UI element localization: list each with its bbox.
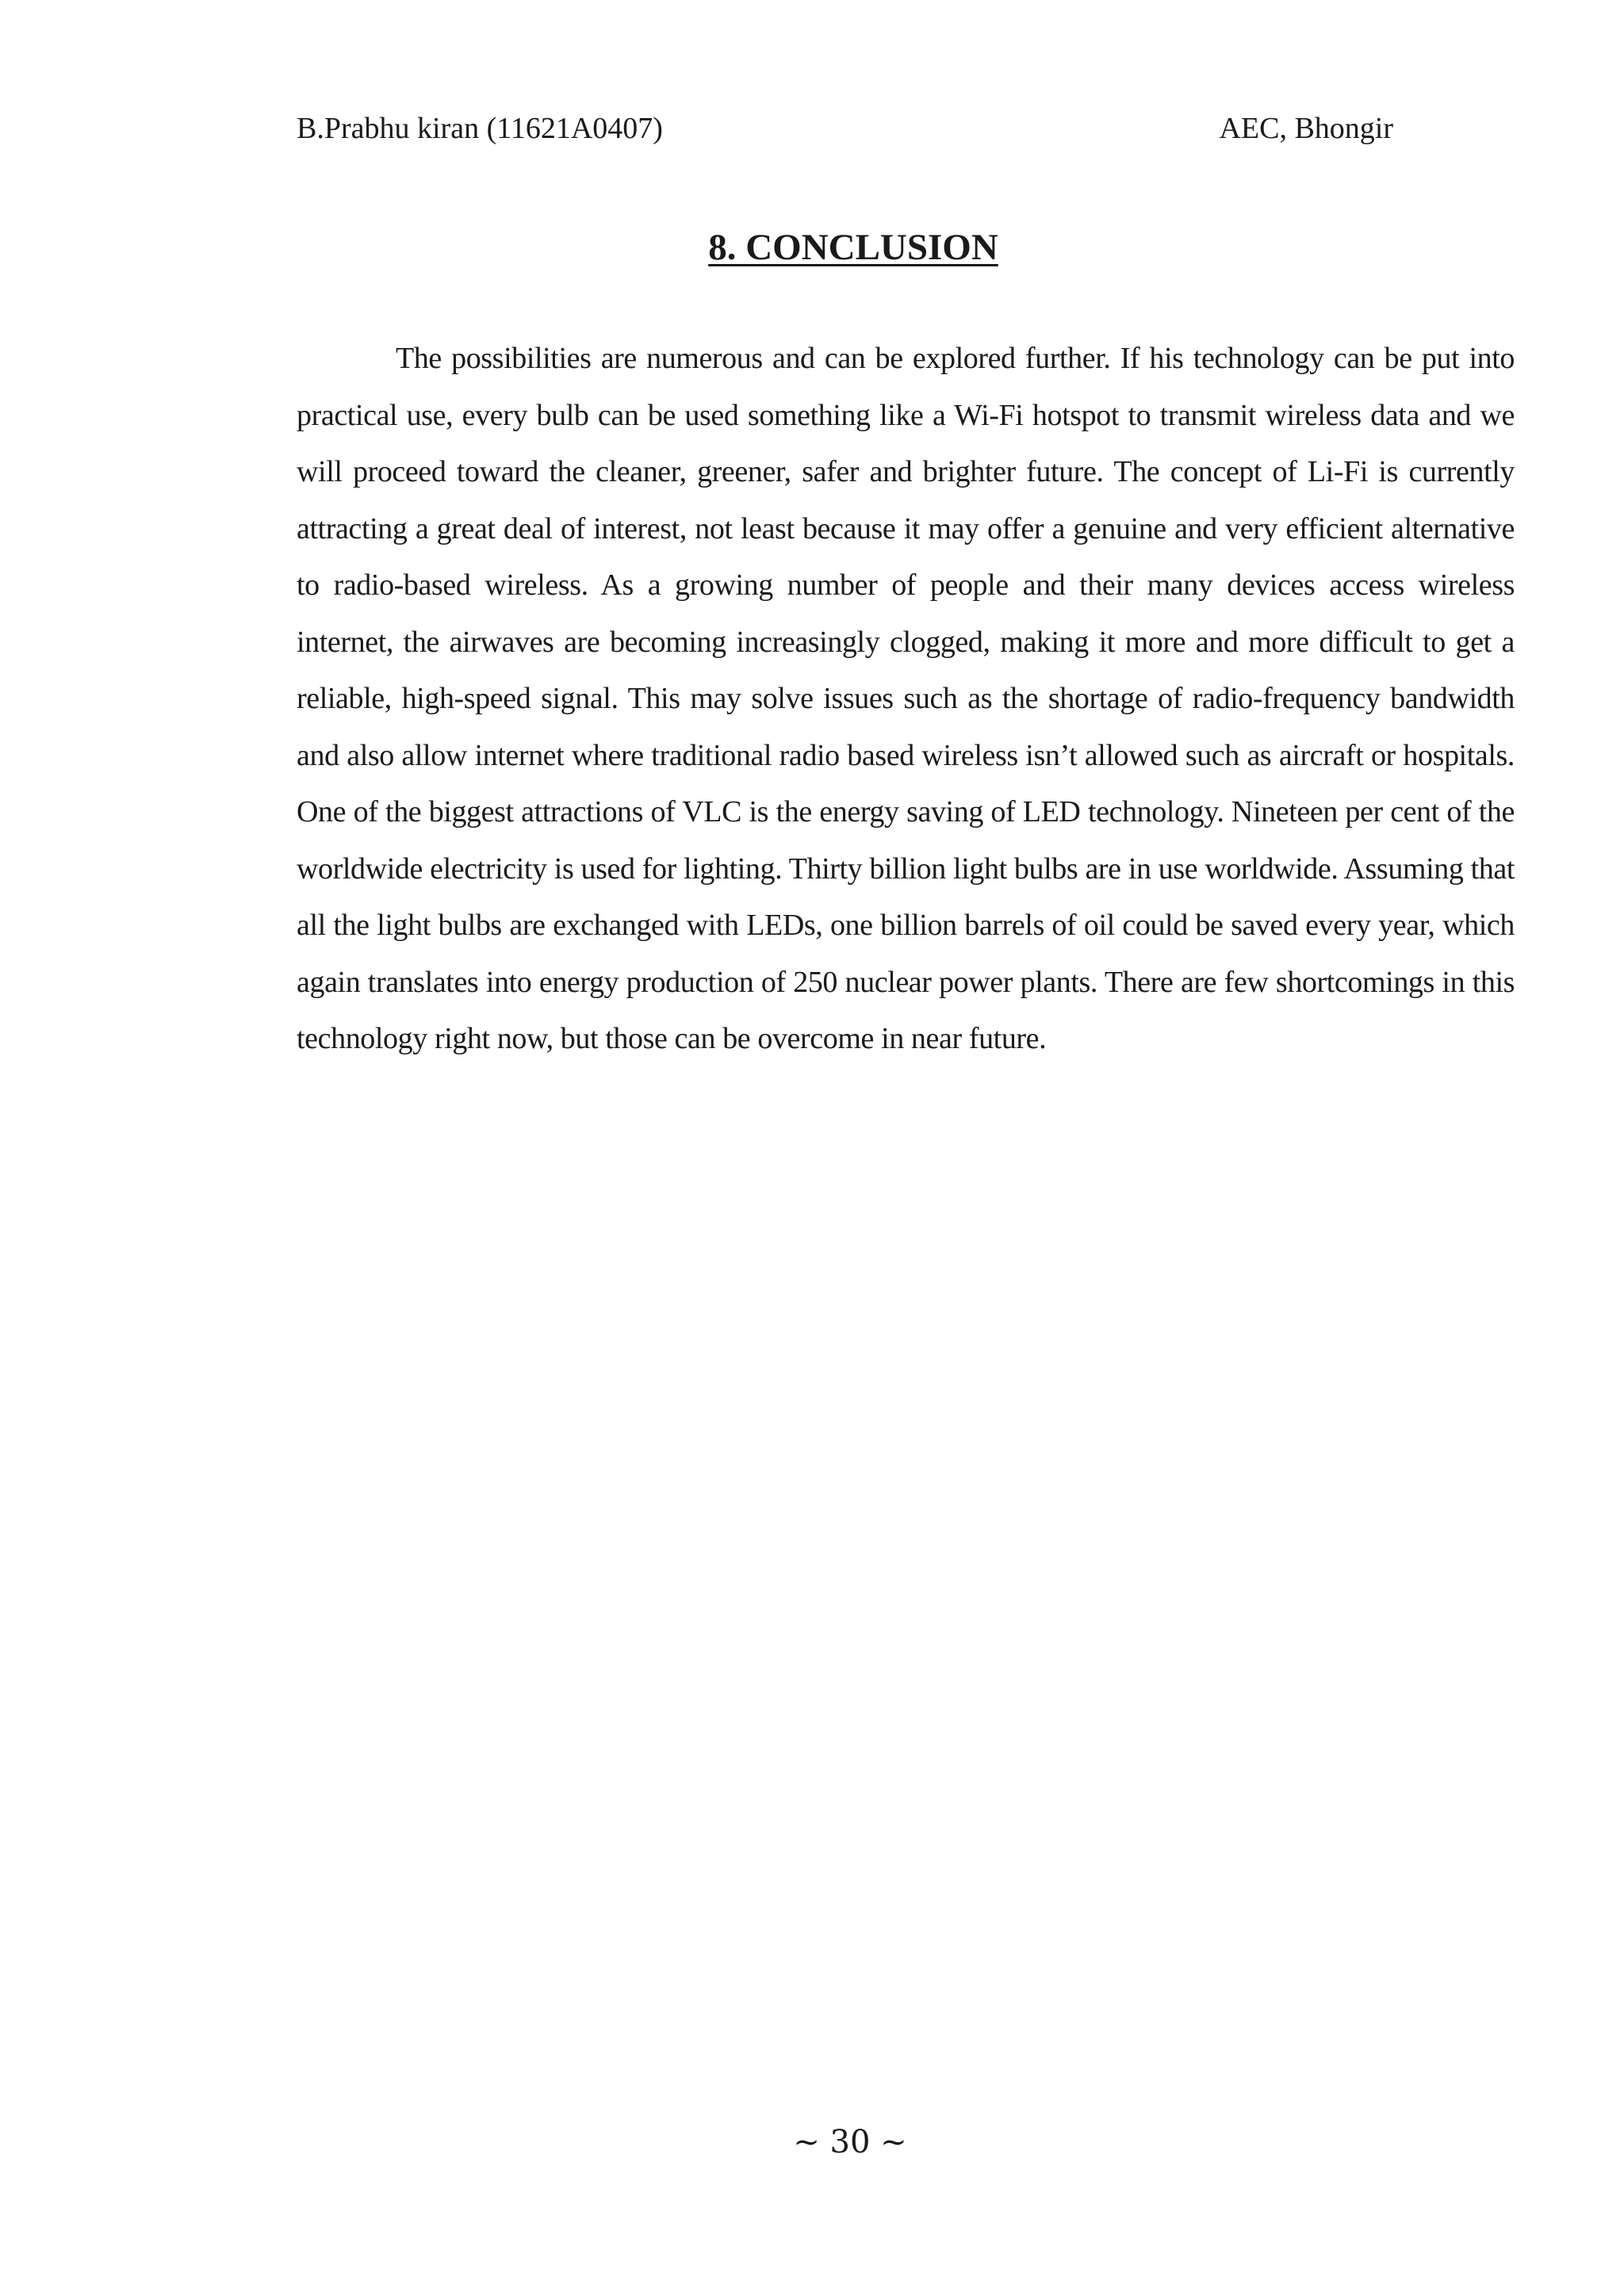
- section-title: 8. CONCLUSION: [708, 227, 998, 268]
- header-institution: AEC, Bhongir: [1219, 112, 1393, 145]
- page-number: ~ 30 ~: [793, 2124, 907, 2160]
- conclusion-paragraph: The possibilities are numerous and can be explored further. If his technology can be put into practical use, every bulb can be used something like a Wi-Fi hotspot to transmit wireless data and we will proceed toward the cleaner, greener, safer and brighter future. The concept of Li-Fi is currently attracting a great deal of interest, not least because it may offer a genuine and very efficient alternative to radio-based wireless. As a growing number of people and their many devices access wireless internet, the airwaves are becoming increasingly clogged, making it more and more difficult to get a reliable, high-speed signal. This may solve issues such as the shortage of radio-frequency bandwidth and also allow internet where traditional radio based wireless isn’t allowed such as aircraft or hospitals. One of the biggest attractions of VLC is the energy saving of LED technology. Nineteen per cent of the worldwide electricity is used for lighting. Thirty billion light bulbs are in use worldwide. Assuming that all the light bulbs are exchanged with LEDs, one billion barrels of oil could be saved every year, which again translates into energy production of 250 nuclear power plants. There are few shortcomings in this technology right now, but those can be overcome in near future.: [297, 342, 1515, 1055]
- section-title-wrapper: [0, 224, 1624, 271]
- header-author: B.Prabhu kiran (11621A0407): [297, 112, 663, 145]
